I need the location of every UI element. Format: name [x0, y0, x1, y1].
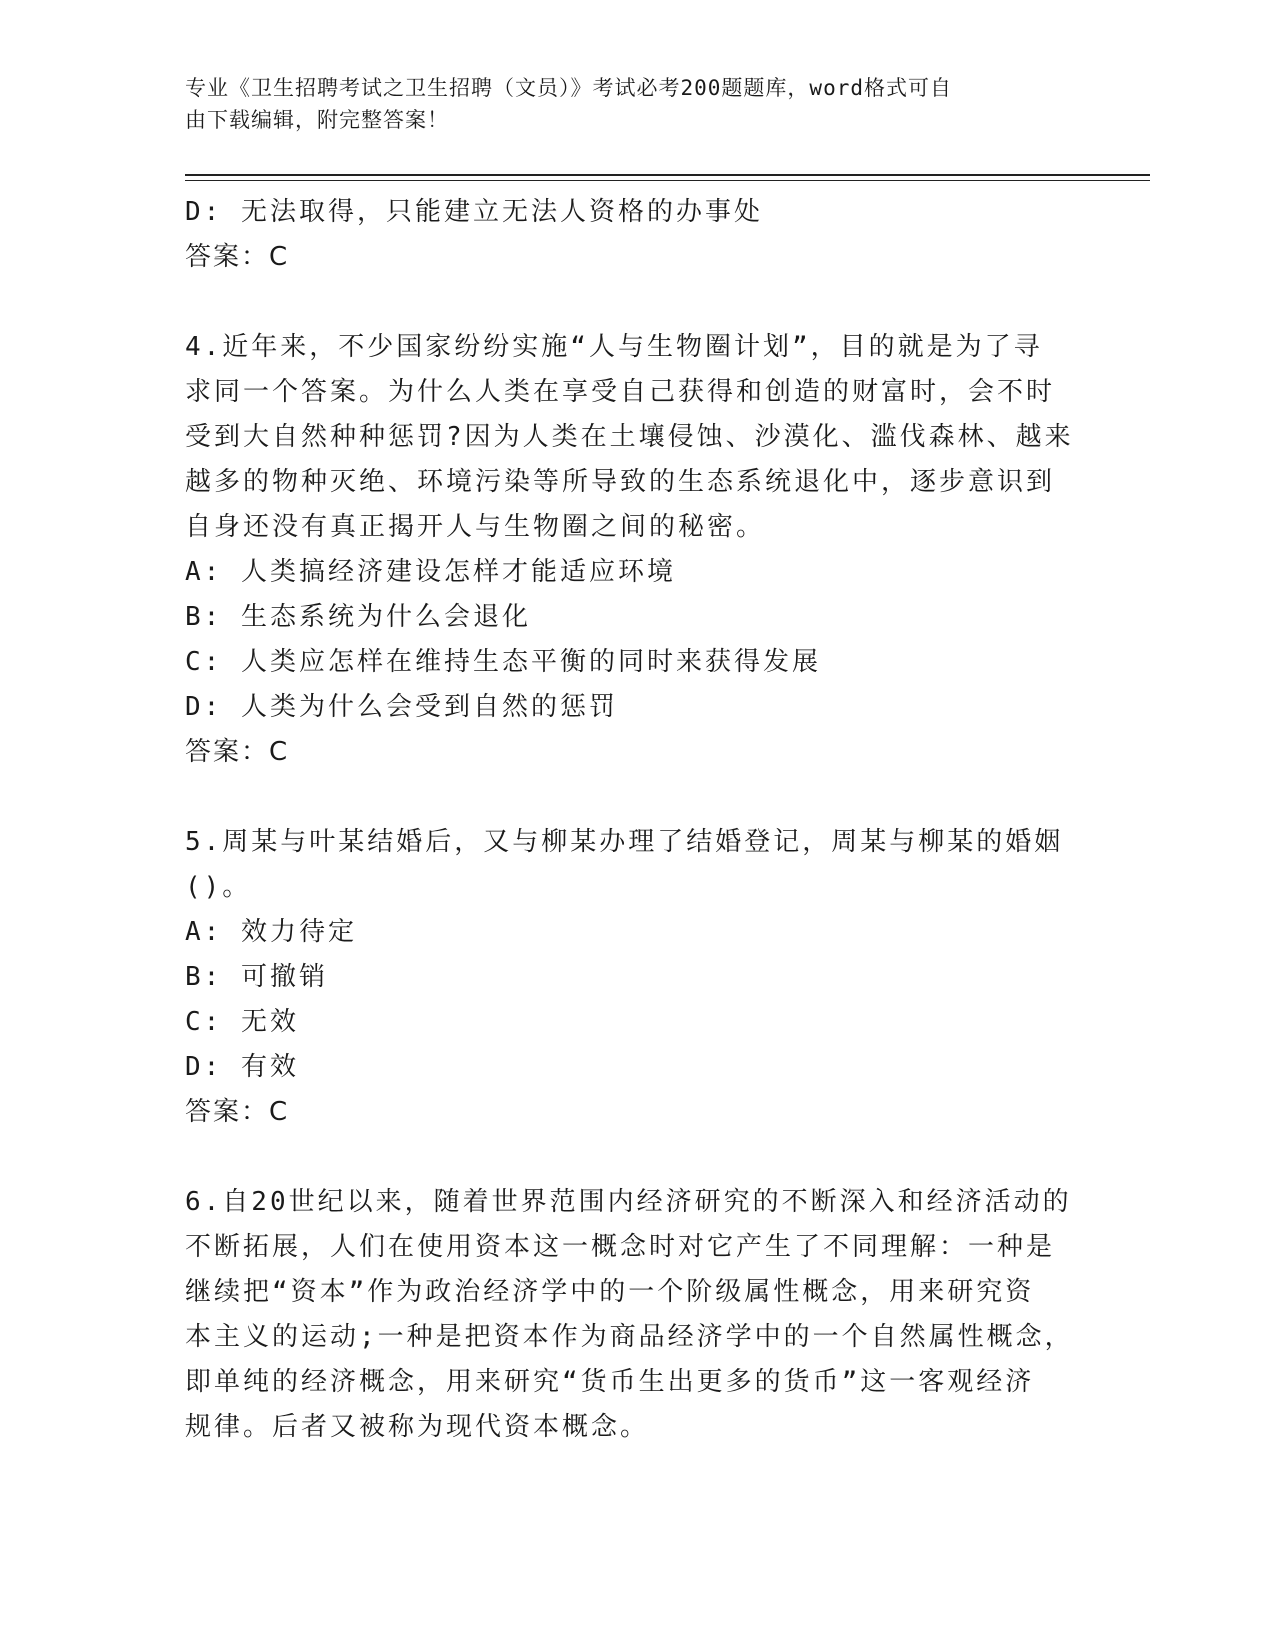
answer-line: 答案：C — [185, 242, 290, 272]
spacer — [185, 280, 1085, 325]
answer-line: 答案：C — [185, 1097, 290, 1127]
question-stem-line: ()。 — [185, 872, 252, 902]
option-c: C: 无效 — [185, 1007, 299, 1037]
header-divider-thick — [185, 174, 1150, 176]
question-stem-line: 即单纯的经济概念，用来研究“货币生出更多的货币”这一客观经济 — [185, 1367, 1035, 1397]
question-stem-line: 求同一个答案。为什么人类在享受自己获得和创造的财富时，会不时 — [185, 377, 1056, 407]
question-stem-line: 6.自20世纪以来，随着世界范围内经济研究的不断深入和经济活动的 — [185, 1187, 1072, 1217]
question-stem-line: 本主义的运动;一种是把资本作为商品经济学中的一个自然属性概念， — [185, 1322, 1074, 1352]
question-stem-line: 不断拓展，人们在使用资本这一概念时对它产生了不同理解：一种是 — [185, 1232, 1056, 1262]
header-divider-thin — [185, 180, 1150, 181]
question-4 — [185, 325, 1085, 775]
question-6 — [185, 1180, 1085, 1450]
answer-line: 答案：C — [185, 737, 290, 767]
question-stem-line: 越多的物种灭绝、环境污染等所导致的生态系统退化中，逐步意识到 — [185, 467, 1056, 497]
question-5 — [185, 820, 1085, 1135]
option-d: D: 人类为什么会受到自然的惩罚 — [185, 692, 618, 722]
document-body — [185, 190, 1085, 1450]
question-3-tail — [185, 190, 1085, 280]
option-b: B: 生态系统为什么会退化 — [185, 602, 531, 632]
option-b: B: 可撤销 — [185, 962, 328, 992]
document-header — [185, 72, 1065, 136]
spacer — [185, 775, 1085, 820]
question-stem-line: 规律。后者又被称为现代资本概念。 — [185, 1412, 650, 1442]
option-d: D: 无法取得，只能建立无法人资格的办事处 — [185, 197, 763, 227]
option-a: A: 效力待定 — [185, 917, 357, 947]
option-c: C: 人类应怎样在维持生态平衡的同时来获得发展 — [185, 647, 821, 677]
question-stem-line: 自身还没有真正揭开人与生物圈之间的秘密。 — [185, 512, 766, 542]
question-stem-line: 继续把“资本”作为政治经济学中的一个阶级属性概念，用来研究资 — [185, 1277, 1035, 1307]
header-line-1: 专业《卫生招聘考试之卫生招聘（文员）》考试必考200题题库，word格式可自 — [185, 76, 952, 100]
option-a: A: 人类搞经济建设怎样才能适应环境 — [185, 557, 676, 587]
question-stem-line: 4.近年来，不少国家纷纷实施“人与生物圈计划”，目的就是为了寻 — [185, 332, 1043, 362]
spacer — [185, 1135, 1085, 1180]
question-stem-line: 受到大自然种种惩罚?因为人类在土壤侵蚀、沙漠化、滥伐森林、越来 — [185, 422, 1074, 452]
option-d: D: 有效 — [185, 1052, 299, 1082]
header-line-2: 由下载编辑，附完整答案！ — [185, 108, 449, 132]
question-stem-line: 5.周某与叶某结婚后，又与柳某办理了结婚登记，周某与柳某的婚姻 — [185, 827, 1064, 857]
